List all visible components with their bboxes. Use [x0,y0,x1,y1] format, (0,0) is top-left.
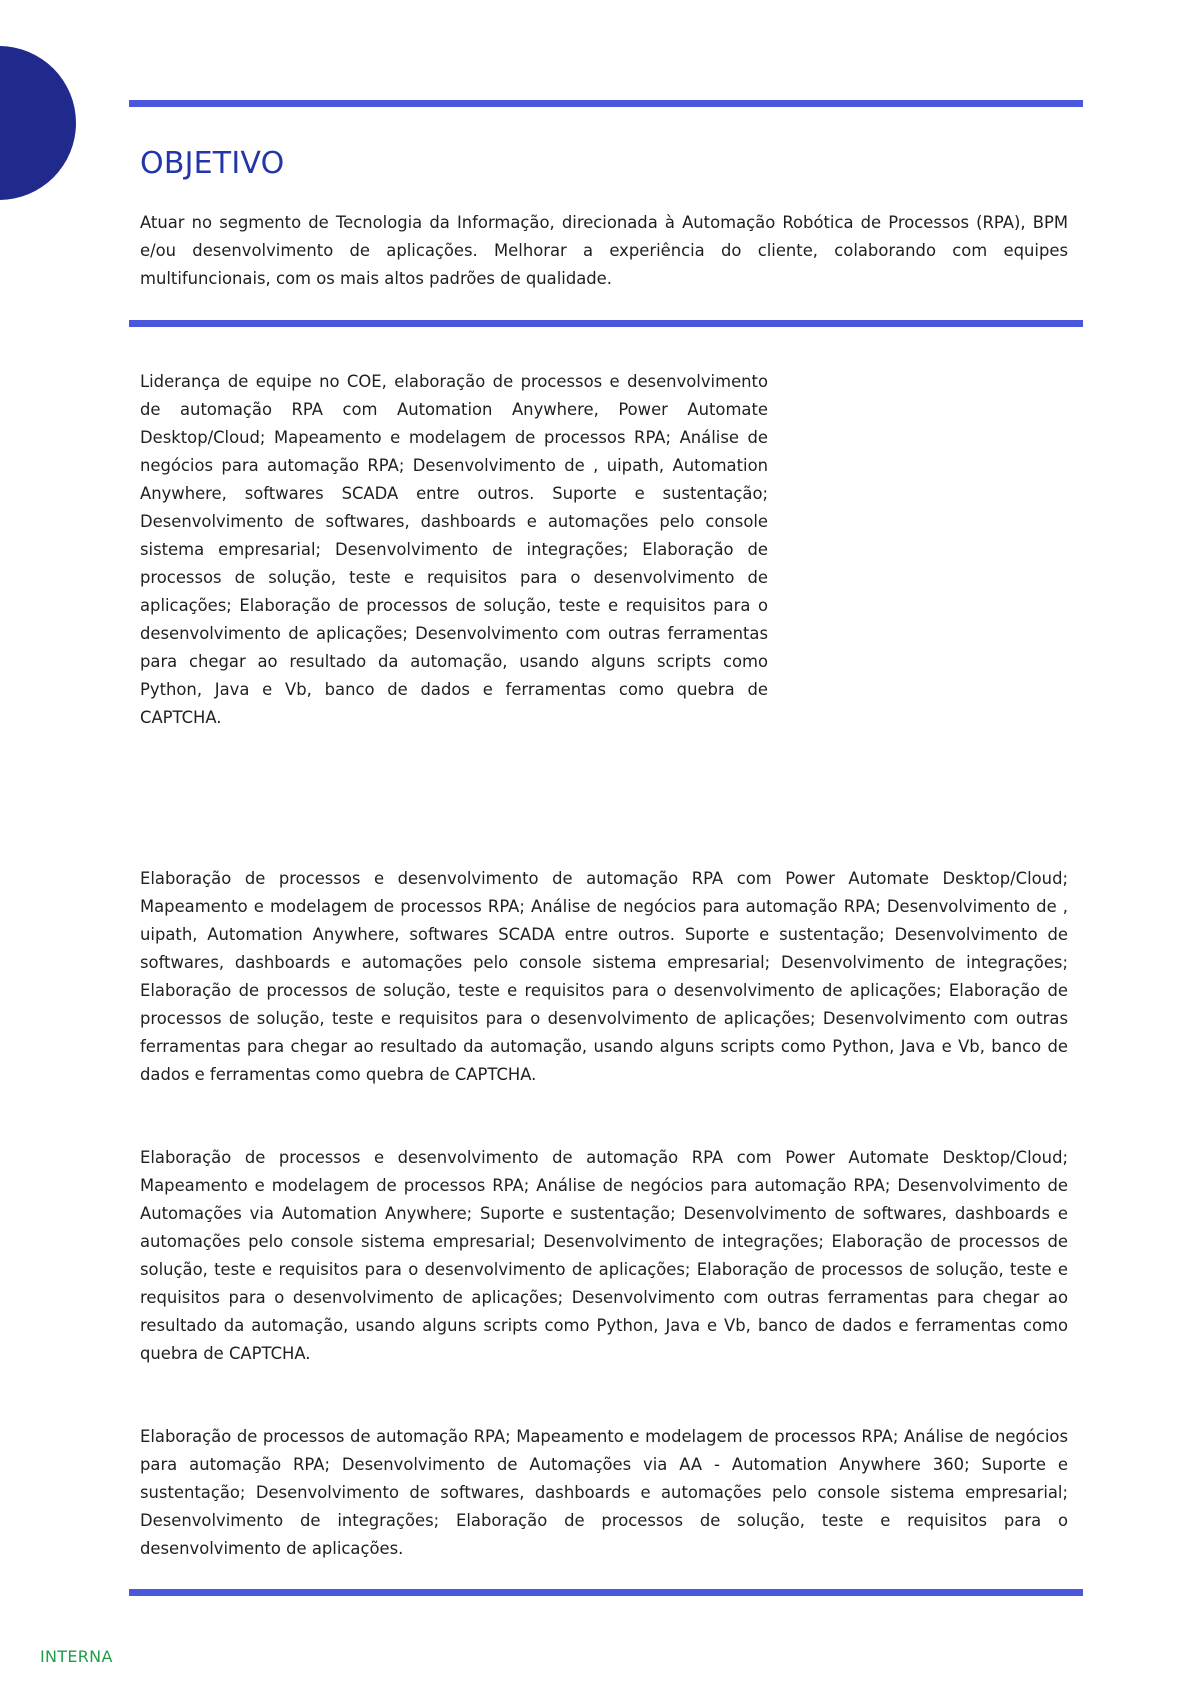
objective-text: Atuar no segmento de Tecnologia da Informação, direcionada à Automação Robótica de Processos (RPA), BPM e/ou desenvolvimento de aplicações. Melhorar a experiência do cliente, colaborando com equipes multifuncionais, com os mais altos padrões de qualidade. [140,213,1068,288]
experience-description: Elaboração de processos e desenvolvimento de automação RPA com Power Automate Desktop/Cloud; Mapeamento e modelagem de processos RPA; Análise de negócios para automação RPA; Desenvolvimento de , uipath, Automation Anywhere, softwares SCADA entre outros. Suporte e sustentação; Desenvolvimento de softwares, dashboards e automações pelo console sistema empresarial; Desenvolvimento de integrações; Elaboração de processos de solução, teste e requisitos para o desenvolvimento de aplicações; Elaboração de processos de solução, teste e requisitos para o desenvolvimento de aplicações; Desenvolvimento com outras ferramentas para chegar ao resultado da automação, usando alguns scripts como Python, Java e Vb, banco de dados e ferramentas como quebra de CAPTCHA. [140,869,1068,1084]
section-divider-bottom [129,1589,1083,1596]
section-divider-middle [129,320,1083,327]
classification-label: INTERNA [40,1647,113,1666]
experience-description: Liderança de equipe no COE, elaboração de processos e desenvolvimento de automação RPA com Automation Anywhere, Power Automate Desktop/Cloud; Mapeamento e modelagem de processos RPA; Análise de negócios para automação RPA; Desenvolvimento de , uipath, Automation Anywhere, softwares SCADA entre outros. Suporte e sustentação; Desenvolvimento de softwares, dashboards e automações pelo console sistema empresarial; Desenvolvimento de integrações; Elaboração de processos de solução, teste e requisitos para o desenvolvimento de aplicações; Elaboração de processos de solução, teste e requisitos para o desenvolvimento de aplicações; Desenvolvimento com outras ferramentas para chegar ao resultado da automação, usando alguns scripts como Python, Java e Vb, banco de dados e ferramentas como quebra de CAPTCHA. [140,372,768,727]
corner-decoration [0,46,76,200]
experience-description: Elaboração de processos de automação RPA; Mapeamento e modelagem de processos RPA; Análise de negócios para automação RPA; Desenvolvimento de Automações via AA - Automation Anywhere 360; Suporte e sustentação; Desenvolvimento de softwares, dashboards e automações pelo console sistema empresarial; Desenvolvimento de integrações; Elaboração de processos de solução, teste e requisitos para o desenvolvimento de aplicações. [140,1427,1068,1558]
experience-description: Elaboração de processos e desenvolvimento de automação RPA com Power Automate Desktop/Cloud; Mapeamento e modelagem de processos RPA; Análise de negócios para automação RPA; Desenvolvimento de Automações via Automation Anywhere; Suporte e sustentação; Desenvolvimento de softwares, dashboards e automações pelo console sistema empresarial; Desenvolvimento de integrações; Elaboração de processos de solução, teste e requisitos para o desenvolvimento de aplicações; Elaboração de processos de solução, teste e requisitos para o desenvolvimento de aplicações; Desenvolvimento com outras ferramentas para chegar ao resultado da automação, usando alguns scripts como Python, Java e Vb, banco de dados e ferramentas como quebra de CAPTCHA. [140,1148,1068,1363]
section-divider-top [129,100,1083,107]
objective-title: OBJETIVO [140,146,285,181]
